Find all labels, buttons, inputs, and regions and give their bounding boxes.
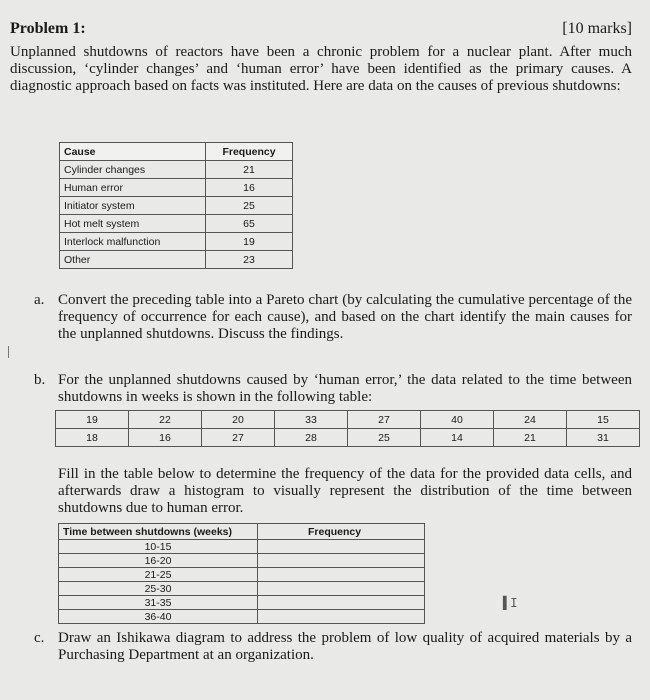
time-cell: 19 xyxy=(56,411,129,429)
question-c-text: Draw an Ishikawa diagram to address the problem of low quality of acquired materials by a Purchasing Department at an organization. xyxy=(58,630,632,663)
table-row xyxy=(60,179,293,197)
time-cell: 31 xyxy=(567,429,640,447)
range-cell: 21-25 xyxy=(59,568,258,582)
frequency-input-cell[interactable] xyxy=(258,554,425,568)
table-row xyxy=(59,582,425,596)
time-cell: 25 xyxy=(348,429,421,447)
table-header-row xyxy=(60,143,293,161)
time-cell: 28 xyxy=(275,429,348,447)
frequency-cell: 21 xyxy=(206,161,293,179)
table-row xyxy=(60,161,293,179)
header-time-between-shutdowns: Time between shutdowns (weeks) xyxy=(59,524,258,540)
cause-cell: Human error xyxy=(60,179,206,197)
time-cell: 20 xyxy=(202,411,275,429)
table-row xyxy=(60,233,293,251)
range-cell: 25-30 xyxy=(59,582,258,596)
question-b xyxy=(34,372,632,406)
table-row xyxy=(59,568,425,582)
frequency-cell: 25 xyxy=(206,197,293,215)
question-b-fill-text: Fill in the table below to determine the frequency of the data for the provided data cells, and afterwards draw a histogram to visually represent the distribution of the time between shutdowns due to human error. xyxy=(58,466,632,516)
frequency-input-cell[interactable] xyxy=(258,582,425,596)
question-a-label: a. xyxy=(34,292,45,308)
frequency-cell: 23 xyxy=(206,251,293,269)
time-cell: 15 xyxy=(567,411,640,429)
table-row xyxy=(59,554,425,568)
question-b-label: b. xyxy=(34,372,46,388)
range-cell: 10-15 xyxy=(59,540,258,554)
time-cell: 40 xyxy=(421,411,494,429)
time-cell: 27 xyxy=(202,429,275,447)
table-row xyxy=(59,610,425,624)
frequency-input-cell[interactable] xyxy=(258,610,425,624)
cause-cell: Interlock malfunction xyxy=(60,233,206,251)
table-row xyxy=(59,540,425,554)
table-row xyxy=(60,215,293,233)
question-b-text: For the unplanned shutdowns caused by ‘human error,’ the data related to the time between shutdowns in weeks is shown in the following table: xyxy=(58,372,632,405)
frequency-input-cell[interactable] xyxy=(258,596,425,610)
time-cell: 22 xyxy=(129,411,202,429)
table-row xyxy=(56,429,640,447)
time-cell: 33 xyxy=(275,411,348,429)
cause-frequency-table xyxy=(59,142,293,269)
time-cell: 21 xyxy=(494,429,567,447)
header-cause: Cause xyxy=(60,143,206,161)
margin-mark xyxy=(8,346,9,358)
frequency-cell: 16 xyxy=(206,179,293,197)
header-frequency: Frequency xyxy=(258,524,425,540)
question-c-label: c. xyxy=(34,630,45,646)
cause-cell: Other xyxy=(60,251,206,269)
range-cell: 31-35 xyxy=(59,596,258,610)
table-row xyxy=(60,197,293,215)
cause-cell: Initiator system xyxy=(60,197,206,215)
range-cell: 16-20 xyxy=(59,554,258,568)
table-row xyxy=(60,251,293,269)
frequency-input-cell[interactable] xyxy=(258,540,425,554)
range-cell: 36-40 xyxy=(59,610,258,624)
question-b-fill xyxy=(58,466,632,517)
cause-cell: Hot melt system xyxy=(60,215,206,233)
problem-marks: [10 marks] xyxy=(562,20,632,37)
time-cell: 16 xyxy=(129,429,202,447)
problem-title: Problem 1: xyxy=(10,20,86,37)
time-cell: 24 xyxy=(494,411,567,429)
question-a-text: Convert the preceding table into a Pareto chart (by calculating the cumulative percentage of the frequency of occurrence for each cause), and based on the chart identify the main causes for the unplanned shutdowns. Discuss the findings. xyxy=(58,292,632,342)
frequency-table xyxy=(58,523,425,624)
frequency-cell: 65 xyxy=(206,215,293,233)
problem-header xyxy=(10,20,632,38)
question-a xyxy=(34,292,632,343)
problem-intro: Unplanned shutdowns of reactors have been a chronic problem for a nuclear plant. After much discussion, ‘cylinder changes’ and ‘human error’ have been identified as the primary causes. A diagnostic approach based on facts was instituted. Here are data on the causes of previous shutdowns: xyxy=(10,44,632,94)
text-cursor-icon: ▌I xyxy=(503,596,518,610)
table-row xyxy=(56,411,640,429)
question-c xyxy=(34,630,632,664)
frequency-cell: 19 xyxy=(206,233,293,251)
cause-cell: Cylinder changes xyxy=(60,161,206,179)
time-cell: 18 xyxy=(56,429,129,447)
table-row xyxy=(59,596,425,610)
frequency-input-cell[interactable] xyxy=(258,568,425,582)
time-cell: 14 xyxy=(421,429,494,447)
table-header-row xyxy=(59,524,425,540)
time-between-shutdowns-table xyxy=(55,410,640,447)
header-frequency: Frequency xyxy=(206,143,293,161)
time-cell: 27 xyxy=(348,411,421,429)
